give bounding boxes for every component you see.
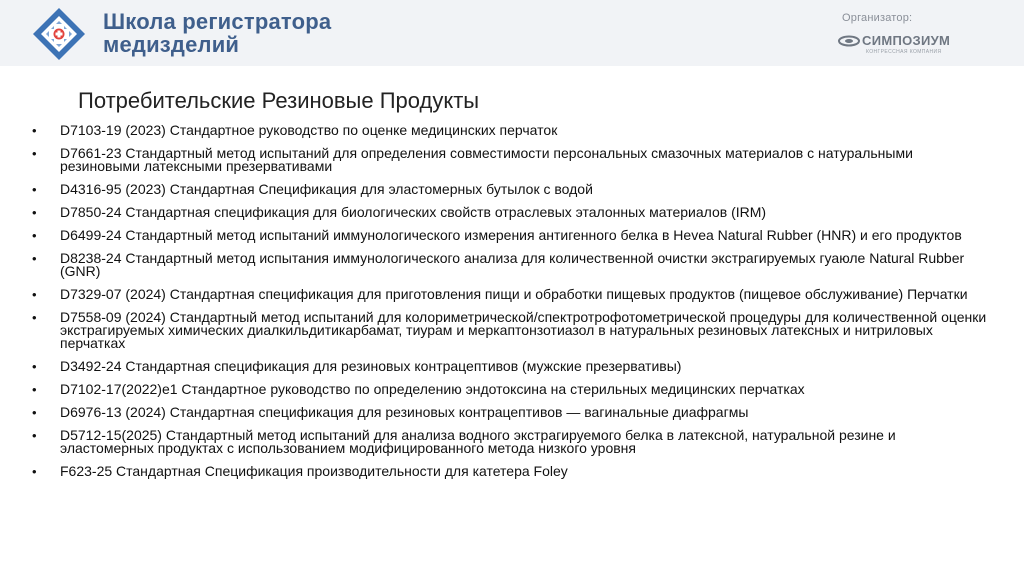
bullet-icon: • bbox=[32, 464, 37, 479]
list-item-text: D5712-15(2025) Стандартный метод испытаний для анализа водного экстрагируемого белка в латексной, натуральной резине и эластомерных продуктах с использованием модифицированного метода низкого уровня bbox=[60, 427, 896, 456]
bullet-icon: • bbox=[32, 205, 37, 220]
bullet-icon: • bbox=[32, 405, 37, 420]
list-item-text: D6976-13 (2024) Стандартная спецификация для резиновых контрацептивов — вагинальные диафрагмы bbox=[60, 404, 749, 420]
list-item bbox=[32, 465, 992, 478]
list-item-text: F623-25 Стандартная Спецификация производительности для катетера Foley bbox=[60, 463, 568, 479]
list-item-text: D7102-17(2022)e1 Стандартное руководство по определению эндотоксина на стерильных медицинских перчатках bbox=[60, 381, 805, 397]
list-item bbox=[32, 311, 992, 350]
list-item-text: D6499-24 Стандартный метод испытаний иммунологического измерения антигенного белка в Hevea Natural Rubber (HNR) и его продуктов bbox=[60, 227, 962, 243]
standards-list bbox=[32, 124, 992, 488]
bullet-icon: • bbox=[32, 182, 37, 197]
bullet-icon: • bbox=[32, 287, 37, 302]
list-item bbox=[32, 147, 992, 173]
list-item-text: D7661-23 Стандартный метод испытаний для определения совместимости персональных смазочных материалов с натуральными резиновыми латексными презервативами bbox=[60, 145, 913, 174]
list-item-text: D7850-24 Стандартная спецификация для биологических свойств отраслевых эталонных материалов (IRM) bbox=[60, 204, 767, 220]
bullet-icon: • bbox=[32, 382, 37, 397]
list-item bbox=[32, 429, 992, 455]
brand-line-2: медизделий bbox=[103, 32, 240, 57]
list-item bbox=[32, 252, 992, 278]
list-item bbox=[32, 206, 992, 219]
bullet-icon: • bbox=[32, 428, 37, 443]
bullet-icon: • bbox=[32, 146, 37, 161]
logo-diamond-cross-icon bbox=[32, 7, 86, 61]
list-item-text: D7558-09 (2024) Стандартный метод испытаний для колориметрической/спектротрофотометрической процедуры для количественной оценки экстрагируемых химических диалкильдитикарбамат, тиурам и меркаптонзотиазол в натуральных резиновых латексных и нитриловых перчатках bbox=[60, 309, 987, 351]
slide-title: Потребительские Резиновые Продукты bbox=[78, 88, 480, 113]
organizer-name: СИМПОЗИУМ bbox=[862, 33, 951, 48]
list-item bbox=[32, 124, 992, 137]
list-item bbox=[32, 288, 992, 301]
bullet-icon: • bbox=[32, 359, 37, 374]
organizer-logo bbox=[838, 33, 988, 57]
list-item-text: D8238-24 Стандартный метод испытания иммунологического анализа для количественной очистки экстрагируемых гуаюле Natural Rubber (GNR) bbox=[60, 250, 965, 279]
list-item bbox=[32, 229, 992, 242]
list-item-text: D7103-19 (2023) Стандартное руководство по оценке медицинских перчаток bbox=[60, 122, 558, 138]
bullet-icon: • bbox=[32, 228, 37, 243]
list-item bbox=[32, 360, 992, 373]
brand-name bbox=[103, 10, 331, 56]
list-item-text: D4316-95 (2023) Стандартная Спецификация для эластомерных бутылок с водой bbox=[60, 181, 593, 197]
header-bar bbox=[0, 0, 1024, 66]
list-item bbox=[32, 383, 992, 396]
organizer-subtitle: КОНГРЕССНАЯ КОМПАНИЯ bbox=[866, 49, 942, 55]
bullet-icon: • bbox=[32, 251, 37, 266]
symposium-logo-icon bbox=[838, 35, 860, 47]
bullet-icon: • bbox=[32, 310, 37, 325]
list-item bbox=[32, 183, 992, 196]
list-item-text: D3492-24 Стандартная спецификация для резиновых контрацептивов (мужские презервативы) bbox=[60, 358, 682, 374]
organizer-label: Организатор: bbox=[842, 12, 913, 24]
list-item-text: D7329-07 (2024) Стандартная спецификация для приготовления пищи и обработки пищевых продуктов (пищевое обслуживание) Перчатки bbox=[60, 286, 968, 302]
bullet-icon: • bbox=[32, 123, 37, 138]
brand-line-1: Школа регистратора bbox=[103, 9, 332, 34]
list-item bbox=[32, 406, 992, 419]
